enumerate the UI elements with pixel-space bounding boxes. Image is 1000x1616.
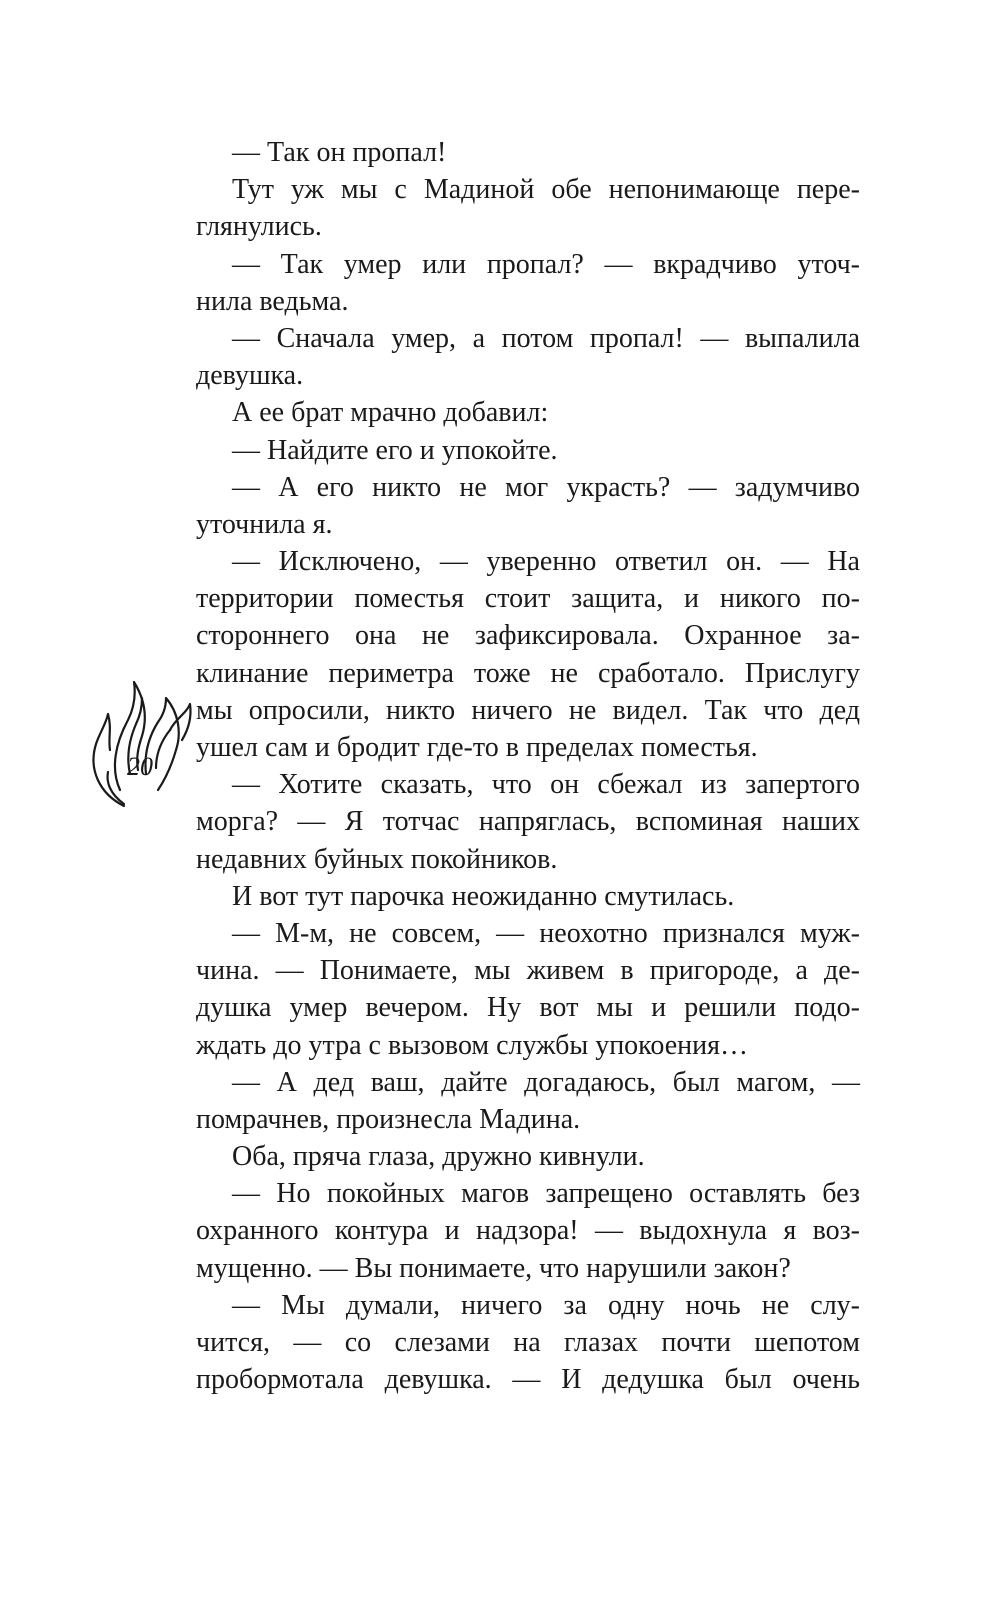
text-line: — Хотите сказать, что он сбежал из запертого <box>232 769 860 801</box>
text-line: — Исключено, — уверенно ответил он. — На <box>232 546 860 578</box>
text-line: — М-м, не совсем, — неохотно признался муж- <box>232 917 860 949</box>
text-line: душка умер вечером. Ну вот мы и решили подо- <box>196 992 860 1024</box>
text-line: ушел сам и бродит где-то в пределах поместья. <box>196 732 758 763</box>
text-line: пробормотала девушка. — И дедушка был очень <box>196 1364 860 1396</box>
text-line: Тут уж мы с Мадиной обе непонимающе пере- <box>232 174 860 206</box>
text-line: морга? — Я тотчас напряглась, вспоминая наших <box>196 806 860 838</box>
text-line: — А его никто не мог украсть? — задумчиво <box>232 471 860 503</box>
text-line: — Так он пропал! <box>232 137 447 168</box>
text-line: — Найдите его и упокойте. <box>232 434 558 466</box>
text-line: мущенно. — Вы понимаете, что нарушили закон? <box>196 1252 791 1284</box>
text-line: территории поместья стоит защита, и никого по- <box>196 583 860 615</box>
text-line: Оба, пряча глаза, дружно кивнули. <box>232 1141 645 1173</box>
text-line: — Мы думали, ничего за одну ночь не слу- <box>232 1289 860 1321</box>
text-line: — А дед ваш, дайте догадаюсь, был магом, — <box>232 1066 860 1098</box>
text-line: — Но покойных магов запрещено оставлять без <box>232 1178 860 1210</box>
text-line: — Так умер или пропал? — вкрадчиво уточ- <box>232 248 860 280</box>
text-line: И вот тут парочка неожиданно смутилась. <box>232 880 735 912</box>
text-line: — Сначала умер, а потом пропал! — выпалила <box>232 322 860 354</box>
text-line: чится, — со слезами на глазах почти шепотом <box>196 1327 860 1358</box>
text-line: клинание периметра тоже не сработало. Прислугу <box>196 657 860 689</box>
text-line: нила ведьма. <box>196 285 349 317</box>
text-line: глянулись. <box>196 211 322 243</box>
page-body-text <box>196 134 860 1398</box>
page-number-ornament <box>86 678 196 810</box>
page-number: 20 <box>127 752 153 781</box>
text-line: охранного контура и надзора! — выдохнула я воз- <box>196 1215 860 1247</box>
text-line: ждать до утра с вызовом службы упокоения… <box>196 1029 748 1061</box>
flame-icon <box>86 678 196 810</box>
text-line: помрачнев, произнесла Мадина. <box>196 1103 581 1135</box>
text-line: А ее брат мрачно добавил: <box>232 397 549 429</box>
text-line: чина. — Понимаете, мы живем в пригороде, а де- <box>196 955 860 987</box>
text-line: стороннего она не зафиксировала. Охранное за- <box>196 620 860 652</box>
text-line: мы опросили, никто ничего не видел. Так что дед <box>196 694 860 726</box>
text-line: уточнила я. <box>196 508 333 540</box>
text-line: девушка. <box>196 360 304 392</box>
text-line: недавних буйных покойников. <box>196 843 558 875</box>
